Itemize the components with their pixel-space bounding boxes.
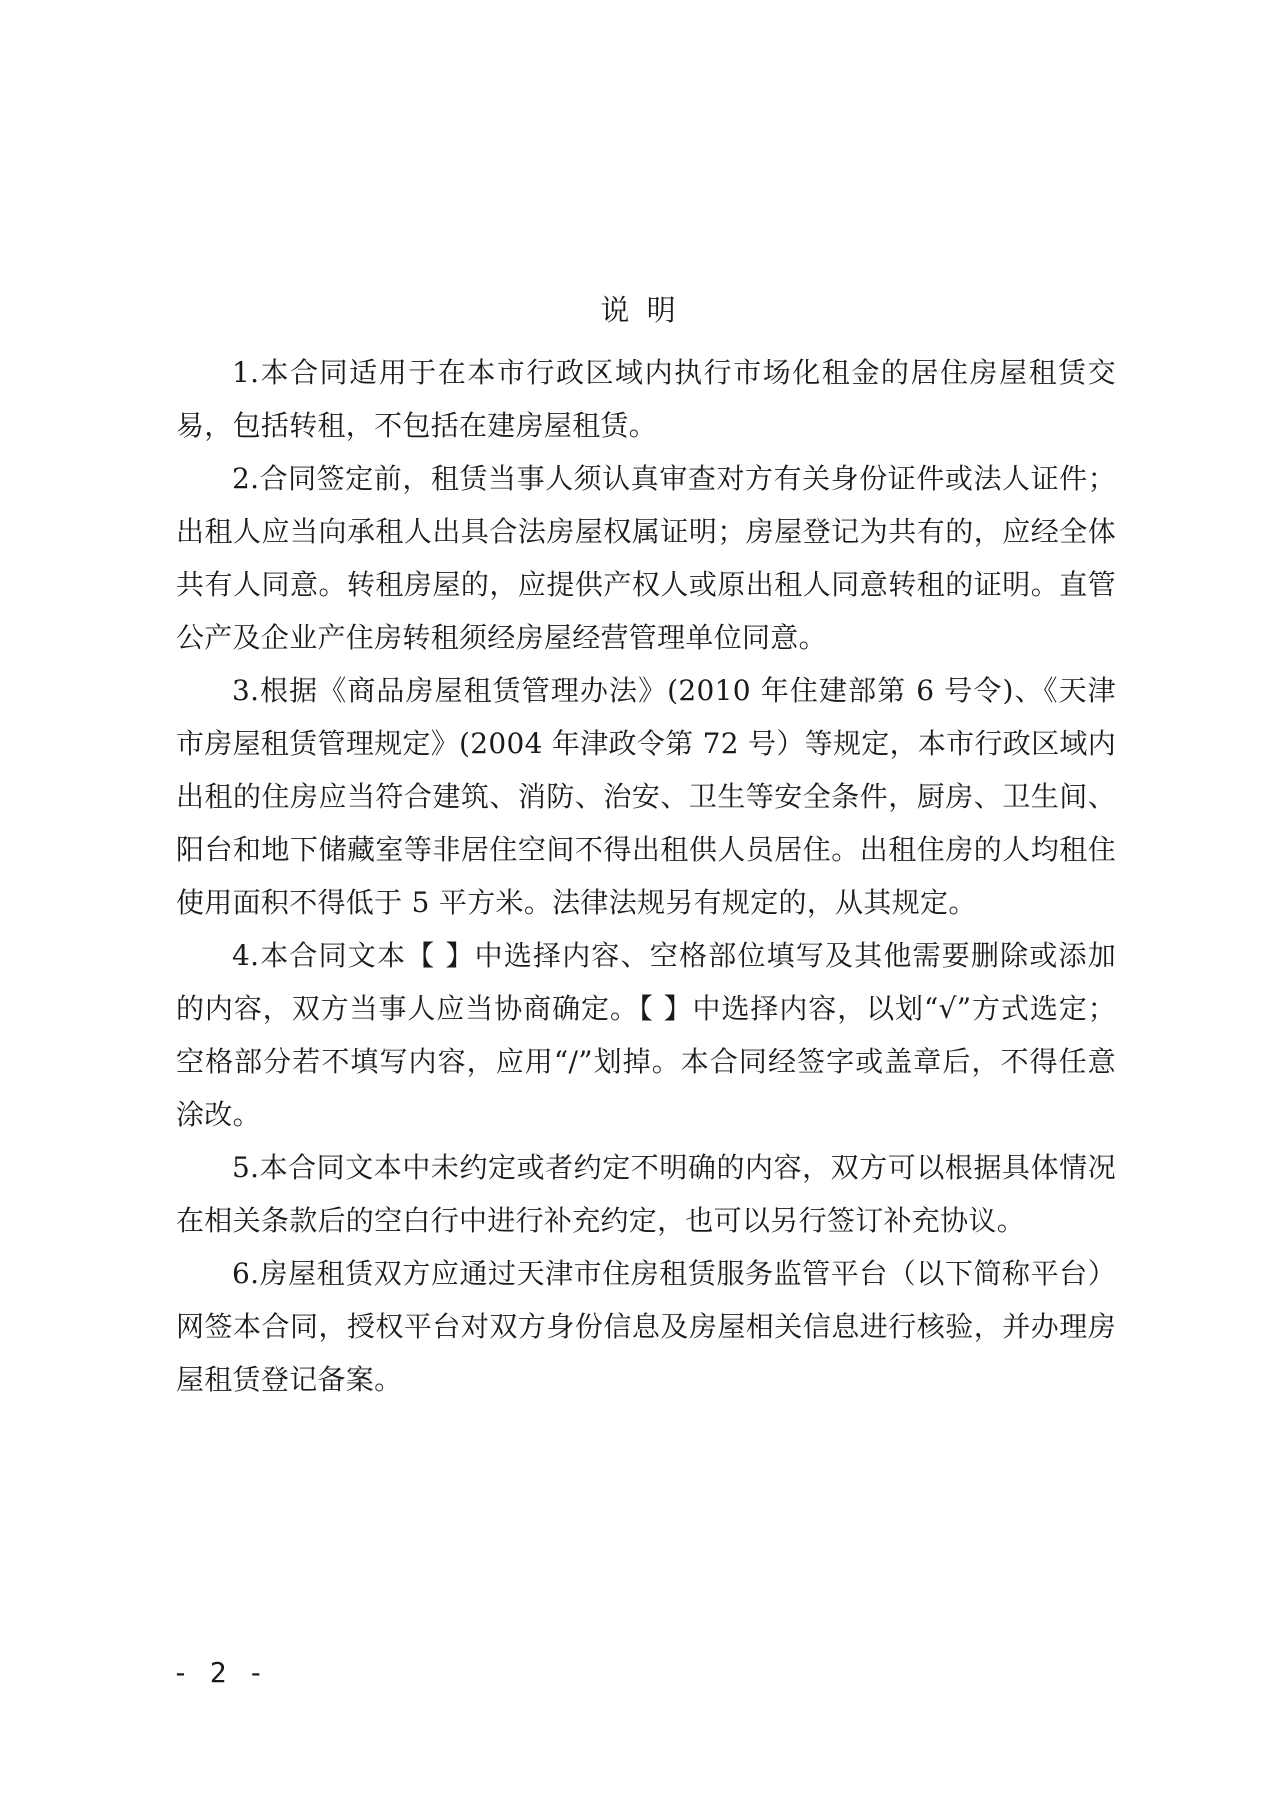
paragraph-4: 4.本合同文本【 】中选择内容、空格部位填写及其他需要删除或添加的内容，双方当事人应当协商确定。【 】中选择内容，以划“√”方式选定；空格部分若不填写内容，应用“/”划掉。本合同经签字或盖章后，不得任意涂改。: [176, 939, 1116, 1131]
document-body: [176, 346, 1116, 1406]
page-number: - 2 -: [172, 1656, 267, 1689]
paragraph-5: 5.本合同文本中未约定或者约定不明确的内容，双方可以根据具体情况在相关条款后的空白行中进行补充约定，也可以另行签订补充协议。: [176, 1151, 1116, 1237]
paragraph-6: 6.房屋租赁双方应通过天津市住房租赁服务监管平台（以下简称平台）网签本合同，授权平台对双方身份信息及房屋相关信息进行核验，并办理房屋租赁登记备案。: [176, 1257, 1116, 1396]
paragraph-3: 3.根据《商品房屋租赁管理办法》(2010 年住建部第 6 号令)、《天津市房屋租赁管理规定》(2004 年津政令第 72 号）等规定，本市行政区域内出租的住房应当符合建筑、消防、治安、卫生等安全条件，厨房、卫生间、阳台和地下储藏室等非居住空间不得出租供人员居住。出租住房的人均租住使用面积不得低于 5 平方米。法律法规另有规定的，从其规定。: [176, 674, 1116, 919]
paragraph-2: 2.合同签定前，租赁当事人须认真审查对方有关身份证件或法人证件；出租人应当向承租人出具合法房屋权属证明；房屋登记为共有的，应经全体共有人同意。转租房屋的，应提供产权人或原出租人同意转租的证明。直管公产及企业产住房转租须经房屋经营管理单位同意。: [176, 462, 1116, 654]
page-title: 说 明: [600, 293, 680, 327]
paragraph-1: 1.本合同适用于在本市行政区域内执行市场化租金的居住房屋租赁交易，包括转租，不包括在建房屋租赁。: [176, 356, 1116, 442]
